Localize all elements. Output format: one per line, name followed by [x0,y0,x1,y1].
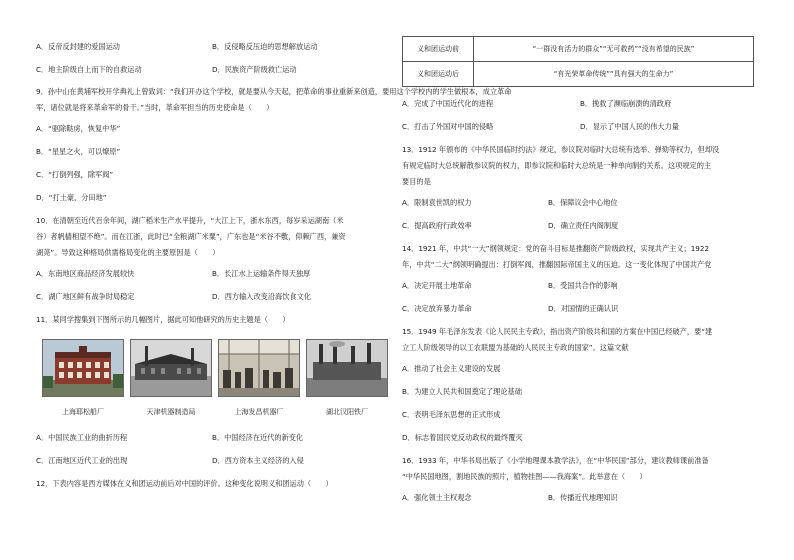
q8-option-b: B．反侵略反压迫的思想解放运动 [212,42,318,51]
q10-stem-line1: 10．在清朝至近代百余年间，湖广稻米生产水平提升，“大江上下，浙水东西，每岁采运湖南（米 [36,216,344,225]
photo-caption: 湖北汉阳铁厂 [326,408,368,416]
q10-option-d: D．西方输入改变沿海饮食文化 [212,292,311,301]
q14-stem-line1: 14．1921 年，中共“一大”纲领规定：党的奋斗目标是推翻资产阶级政权，实现共产主义；1922 [402,244,710,253]
q9-option-b: B．“星星之火，可以燎原” [36,147,121,156]
q11-photo-strip [42,339,388,423]
q16-option-a: A．强化领土主权观念 [402,493,472,502]
q14-stem-line2: 年，中共“二大”纲领明确提出：打倒军阀，推翻国际帝国主义的压迫。这一变化体现了中国共产党 [402,260,712,269]
q11-option-c: C．江南地区近代工业的出现 [36,456,128,465]
q11-option-d: D．西方资本主义经济的入侵 [212,456,304,465]
q10-option-a: A．东南地区商品经济发展较快 [36,269,135,278]
q9-option-a: A．“驱除鞑虏，恢复中华” [36,124,121,133]
q10-stem-line2: 谷）者帆樯相望不绝”。而在江浙，此时已“全粮湖广米粟”，广东也是“米谷不敷，仰赖广西，兼资 [36,232,346,241]
q12-option-d: D．显示了中国人民的伟大力量 [580,122,679,131]
q14-option-d: D．对国情的正确认识 [548,304,619,313]
q10-option-c: C．湖广地区鲜有战争时局稳定 [36,292,135,301]
q8-option-d: D．民族资产阶级救亡运动 [212,65,297,74]
table-row [403,37,754,62]
shipyard-image [42,339,124,397]
q12-option-b: B．挽救了濒临崩溃的清政府 [580,99,672,108]
q15-option-a: A．推动了社会主义建设的发展 [402,364,501,373]
table-cell-head: 义和团运动后 [403,62,474,87]
q13-option-b: B．保障议会中心地位 [548,198,618,207]
q12-stem: 12．下表内容是西方媒体在义和团运动前后对中国的评价。这种变化说明义和团运动（ ） [36,479,333,488]
q9-option-d: D．“打土豪，分田地” [36,193,107,202]
table-cell-head: 义和团运动前 [403,37,474,62]
arsenal-image [130,339,212,397]
ironworks-image [306,339,388,397]
machine-factory-image [218,339,300,397]
photo-machine-factory [218,339,300,423]
q13-stem-line2: 有规定临时大总统解散参议院的权力，即参议院和临时大总统是一种单向制约关系。这项规定的主 [402,161,712,170]
photo-caption: 天津机器制造局 [146,408,196,416]
q13-option-d: D．确立责任内阁制度 [548,221,619,230]
q9-stem-line1: 9．孙中山在黄埔军校开学典礼上曾致词：“我们开办这个学校，就是要从今天起，把革命的事业重新来创造，要用这个学校内的学生做根本，成立革命 [36,87,512,96]
q9-stem-line2: 军，诸位就是将来革命军的骨干。”当时，革命军担当的历史使命是（ ） [36,103,274,112]
q8-option-a: A．反帝反封建的爱国运动 [36,42,120,51]
photo-caption: 上海发昌机器厂 [234,408,284,416]
q16-stem-line1: 16．1933 年，中华书局出版了《小学地理课本教学法》，在“中华民国”部分，建议教师课前准备 [402,456,709,465]
q15-stem-line2: 立工人阶级领导的以工农联盟为基础的人民民主专政的国家”。这篇文献 [402,343,629,352]
q11-stem: 11．某同学搜集到下图所示的几幅图片，据此可知他研究的历史主题是（ ） [36,315,290,324]
q15-option-d: D．标志着国民党反动政权的最终覆灭 [402,433,523,442]
q14-option-b: B．受国共合作的影响 [548,281,618,290]
q12-option-a: A．完成了中国近代化的进程 [402,99,494,108]
q11-option-b: B．中国经济在近代的新变化 [212,433,304,442]
table-row [403,62,754,87]
photo-caption: 上海耶松船厂 [62,408,104,416]
table-cell: “有光荣革命传统”“具有强大的生命力” [474,62,754,87]
photo-ironworks [306,339,388,423]
q13-option-a: A．限制袁世凯的权力 [402,198,472,207]
q8-option-c: C．地主阶级自上而下的自救运动 [36,65,142,74]
q15-option-b: B．为建立人民共和国奠定了理论基础 [402,387,522,396]
q10-option-b: B．长江水上运输条件得天独厚 [212,269,311,278]
q14-option-a: A．决定开展土地革命 [402,281,472,290]
table-cell: “一群没有活力的群众”“无可救药”“没有希望的民族” [474,37,754,62]
q15-stem-line1: 15．1949 年毛泽东发表《论人民民主专政》，指出资产阶级共和国的方案在中国已经破产，要“建 [402,327,713,336]
q12-table [402,36,754,87]
q13-stem-line3: 要目的是 [402,177,431,186]
q15-option-c: C．表明毛泽东思想的正式形成 [402,410,501,419]
q10-stem-line3: 湖荛”。导致这种格局供需格局变化的主要原因是（ ） [36,248,220,257]
q16-stem-line2: “中华民国地图，割地民族的照片，植物挂图——我海案”。此举意在（ ） [402,472,647,481]
q13-stem-line1: 13．1912 年颁布的《中华民国临时约法》规定，参议院对临时大总统有选举、弹劾等权力，但却没 [402,145,720,154]
q9-option-c: C．“打倒列强，除军阀” [36,170,114,179]
q13-option-c: C．提高政府行政效率 [402,221,472,230]
photo-shipyard [42,339,124,423]
q16-option-b: B．传播近代地理知识 [548,493,618,502]
q11-option-a: A．中国民族工业的曲折历程 [36,433,128,442]
q14-option-c: C．决定放弃暴力革命 [402,304,472,313]
photo-arsenal [130,339,212,423]
q12-option-c: C．打击了外国对中国的侵略 [402,122,494,131]
